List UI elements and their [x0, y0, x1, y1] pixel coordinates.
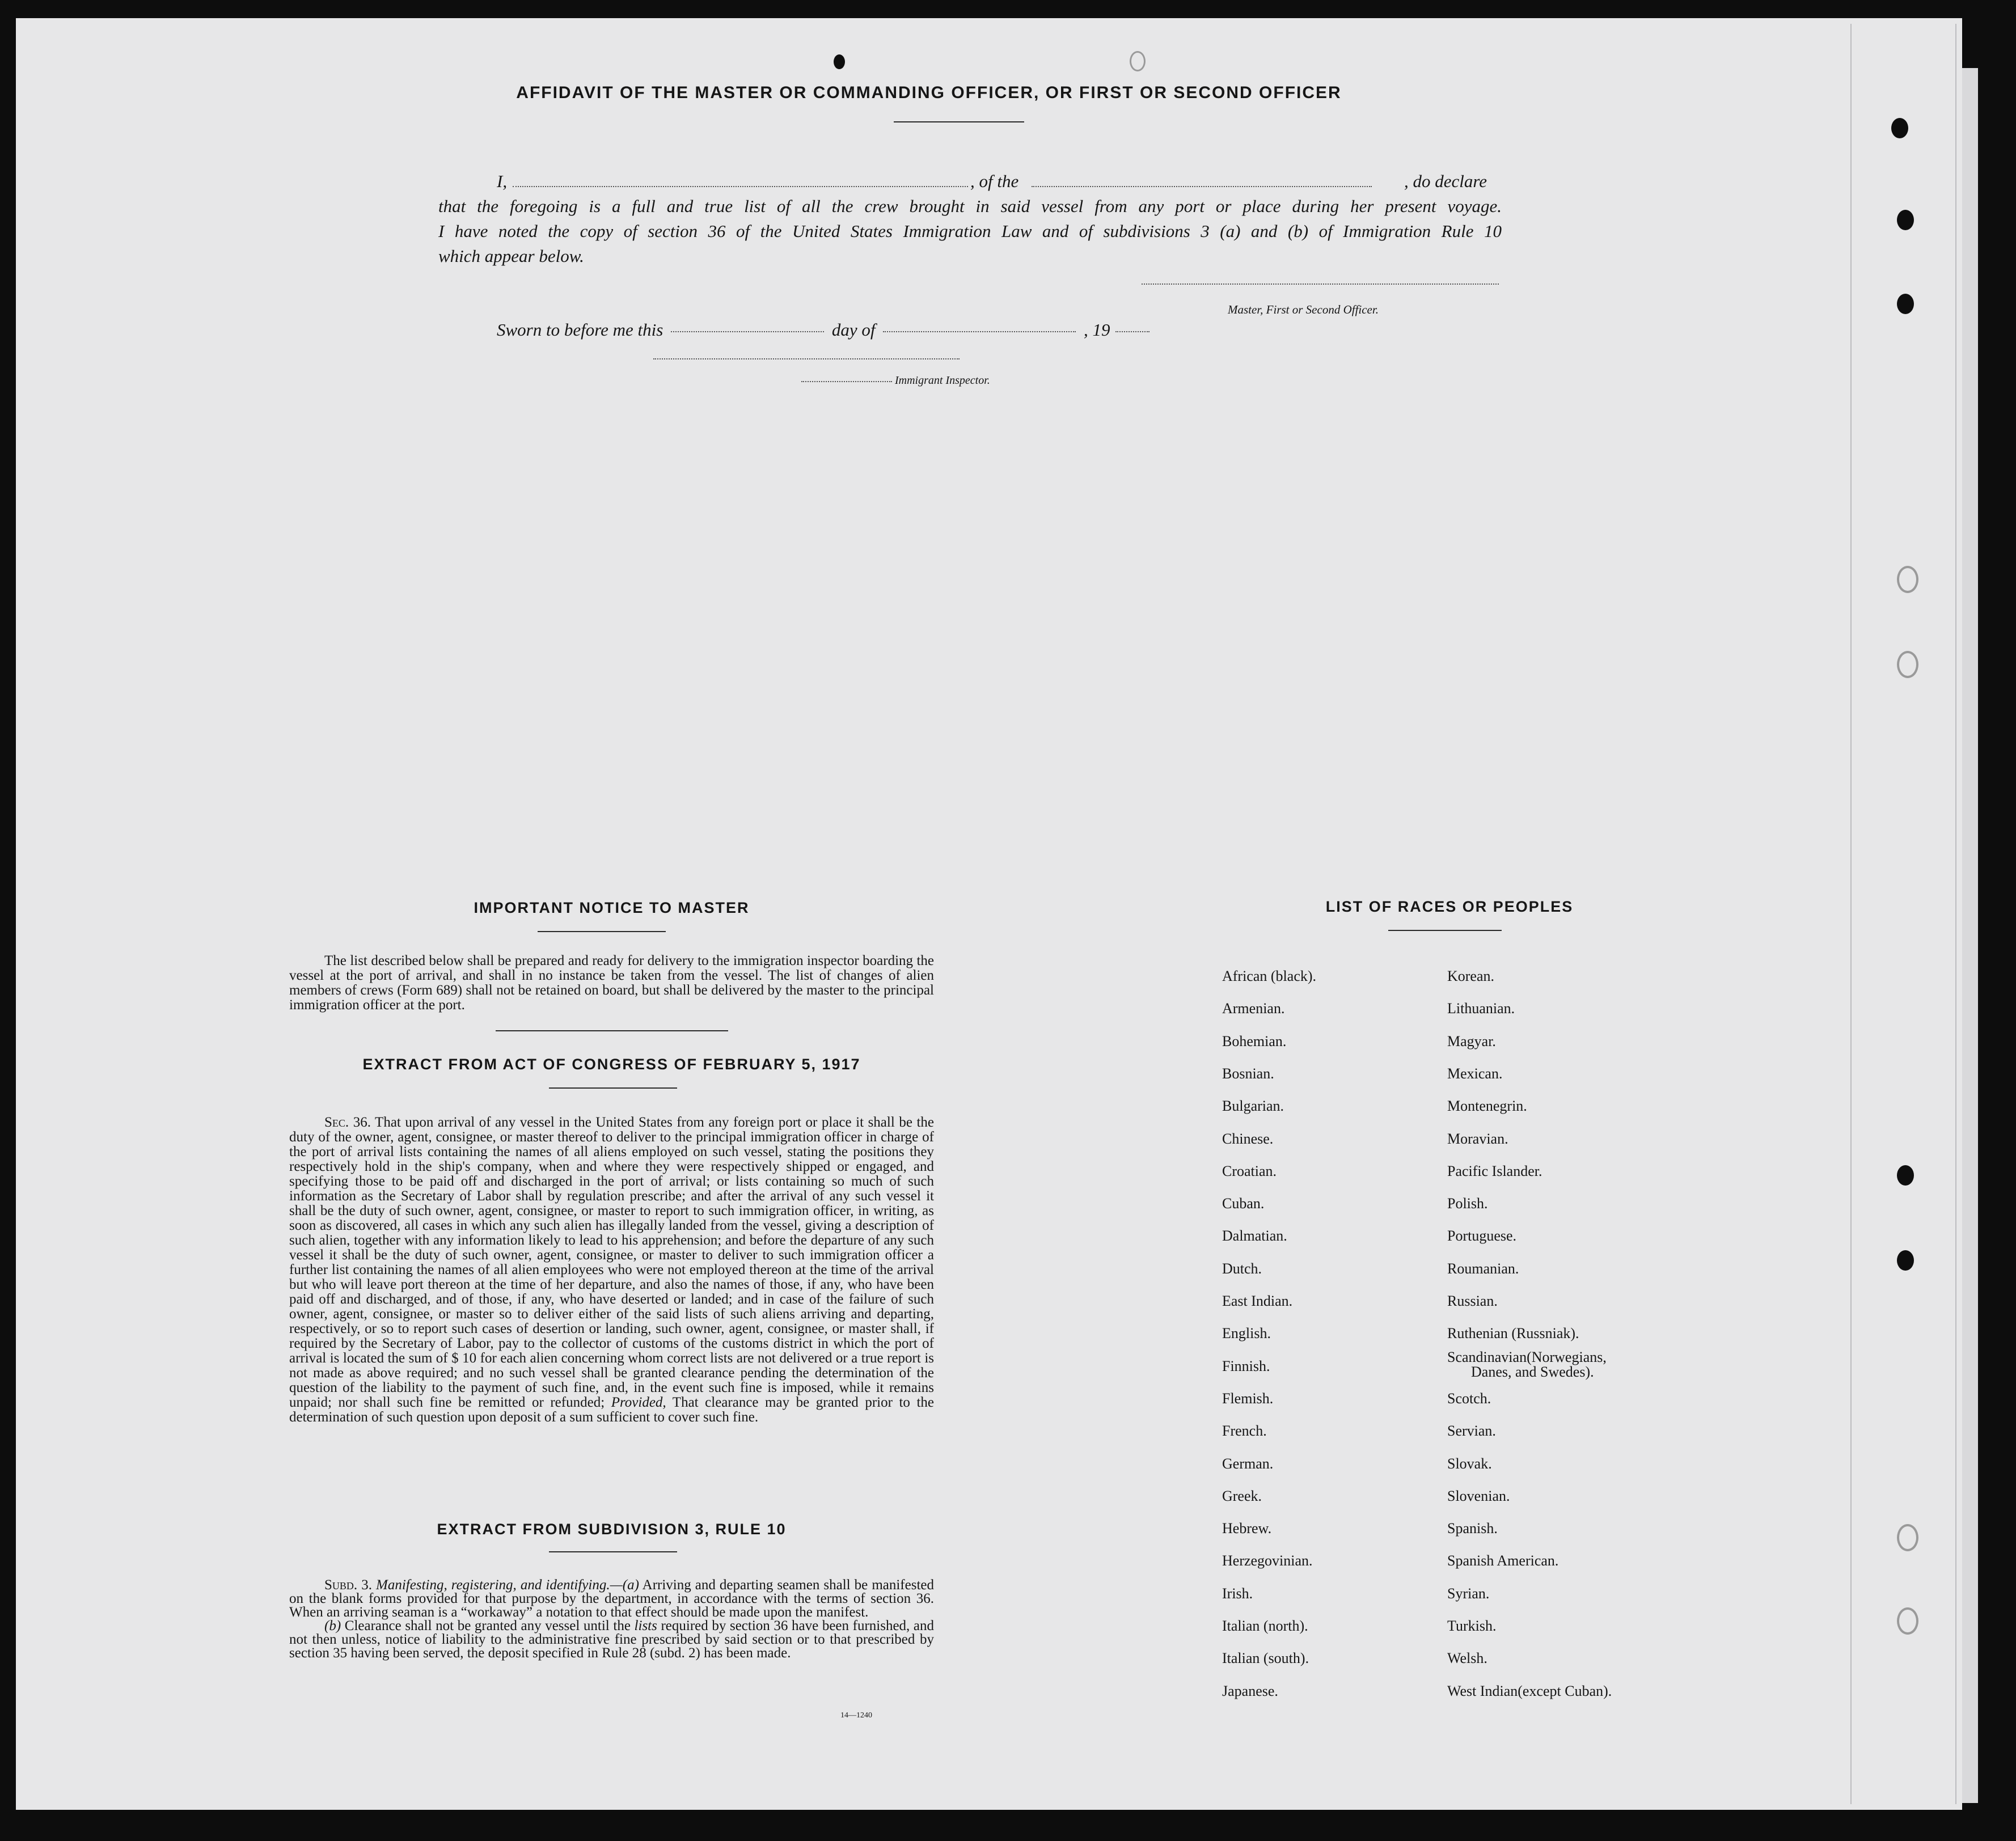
race-item	[1447, 1520, 1498, 1537]
race-item	[1447, 1098, 1527, 1115]
binding-hole	[1897, 1165, 1914, 1186]
margin-line	[1850, 24, 1852, 1804]
sec-label: Sec. 36.	[324, 1115, 371, 1130]
notice-title: IMPORTANT NOTICE TO MASTER	[474, 899, 750, 916]
race-name: Russian.	[1447, 1293, 1498, 1309]
race-item: Irish.	[1222, 1585, 1253, 1602]
race-item: German.	[1222, 1455, 1274, 1472]
rule-a-paragraph	[289, 1578, 934, 1619]
race-item: Hebrew.	[1222, 1520, 1272, 1537]
race-item	[1447, 1650, 1487, 1667]
inspector-signature-label: Immigrant Inspector.	[895, 374, 990, 387]
b-text-1: Clearance shall not be granted any vessel until the	[344, 1618, 631, 1633]
race-item: Armenian.	[1222, 1000, 1285, 1017]
race-name: Syrian.	[1447, 1585, 1490, 1602]
rule-extract-title: EXTRACT FROM SUBDIVISION 3, RULE 10	[437, 1521, 787, 1538]
year-label: , 19	[1083, 320, 1110, 340]
affidavit-title-rule	[894, 121, 1024, 122]
race-item: Cuban.	[1222, 1195, 1265, 1212]
race-item	[1447, 1683, 1612, 1700]
notice-title-rule	[538, 931, 666, 932]
race-item: East Indian.	[1222, 1293, 1293, 1309]
race-item: English.	[1222, 1325, 1271, 1342]
inspector-signature-leader	[801, 381, 892, 382]
race-item: Chinese.	[1222, 1130, 1274, 1147]
race-item	[1447, 1552, 1558, 1569]
inspector-signature-field[interactable]	[653, 358, 960, 359]
race-item	[1447, 1585, 1489, 1602]
binding-hole	[1891, 118, 1908, 138]
race-name: Welsh.	[1447, 1650, 1487, 1667]
form-number: 14—1240	[840, 1711, 872, 1720]
race-name: West Indian(except Cuban).	[1447, 1682, 1612, 1699]
race-item	[1447, 1033, 1496, 1050]
race-item	[1447, 1488, 1510, 1505]
notice-text	[289, 954, 934, 1013]
race-item	[1447, 1423, 1496, 1440]
sworn-day-field[interactable]	[671, 331, 824, 332]
a-text: Arriving and departing seamen shall be manifested on the blank forms provided for that purpose by the department, in accordance with the terms of section 36. When an arriving seaman is a “workaway” a notation to that effect should be made upon the manifest.	[289, 1577, 934, 1620]
race-item: Flemish.	[1222, 1390, 1274, 1407]
race-name: Slovak.	[1447, 1455, 1492, 1472]
race-name: Magyar.	[1447, 1032, 1496, 1049]
act-extract-title-rule	[549, 1087, 677, 1089]
race-item: Greek.	[1222, 1487, 1262, 1504]
race-name: Korean.	[1447, 968, 1495, 984]
race-name: Polish.	[1447, 1195, 1488, 1212]
notice-paragraph: The list described below shall be prepared and ready for delivery to the immigration inspector boarding the vessel at the port of arrival, and shall in no instance be taken from the vessel. The list of changes of alien members of crews (Form 689) shall not be retained on board, but shall be delivered by the master to the principal immigration officer at the port.	[289, 953, 934, 1013]
rule-extract-title-rule	[549, 1551, 677, 1552]
race-item: African (black).	[1222, 968, 1317, 984]
affidavit-line1	[497, 169, 1502, 194]
race-item	[1447, 1131, 1508, 1148]
vessel-label: , of the	[970, 171, 1019, 191]
rule-extract-text	[289, 1578, 934, 1660]
affidavit-line3: I have noted the copy of section 36 of the United States Immigration Law and of subdivisions 3 (a) and (b) of Immigration Rule 10	[438, 221, 1502, 241]
race-item	[1447, 1293, 1498, 1310]
race-name: Scandinavian(Norwegians,	[1447, 1348, 1607, 1365]
race-item	[1447, 1000, 1515, 1017]
act-text-after: That clearance may be granted prior to the determination of such question upon deposit of a sum sufficient to cover such fine.	[289, 1395, 935, 1425]
race-item	[1447, 1325, 1579, 1342]
affidavit-line2: that the foregoing is a full and true list of all the crew brought in said vessel from any port or place during her present voyage.	[438, 196, 1502, 216]
vessel-name-field[interactable]	[1032, 186, 1372, 187]
races-title: LIST OF RACES OR PEOPLES	[1325, 898, 1574, 915]
race-item: Bosnian.	[1222, 1065, 1274, 1082]
race-item	[1447, 1260, 1519, 1277]
race-name: Pacific Islander.	[1447, 1162, 1542, 1179]
master-signature-field[interactable]	[1142, 283, 1499, 285]
notice-divider	[496, 1030, 728, 1031]
page-edge	[1962, 68, 1978, 1803]
race-item	[1447, 1455, 1492, 1472]
race-item: Croatian.	[1222, 1162, 1277, 1179]
b-label: (b)	[324, 1618, 341, 1633]
act-extract-title: EXTRACT FROM ACT OF CONGRESS OF FEBRUARY 5, 1917	[362, 1056, 861, 1073]
affidavit-title: AFFIDAVIT OF THE MASTER OR COMMANDING OFFICER, OR FIRST OR SECOND OFFICER	[516, 83, 1342, 102]
a-label: —(a)	[610, 1577, 639, 1593]
race-item: Finnish.	[1222, 1357, 1270, 1374]
binding-hole	[1897, 210, 1914, 230]
race-item: Japanese.	[1222, 1682, 1278, 1699]
declarant-label: I,	[497, 171, 508, 191]
b-text-2: required by section 36 have been furnished, and not then unless, notice of liability to the administrative fine prescribed by said section or to that prescribed by section 35 having been served, the deposit specified in Rule 28 (subd. 2) has been made.	[289, 1618, 935, 1661]
race-item: Herzegovinian.	[1222, 1552, 1313, 1569]
race-item: Dutch.	[1222, 1260, 1262, 1277]
subd-heading: Manifesting, registering, and identifying.	[376, 1577, 610, 1593]
margin-line	[1955, 24, 1956, 1804]
master-signature-label: Master, First or Second Officer.	[1228, 303, 1379, 316]
affidavit-line4: which appear below.	[438, 246, 584, 266]
race-name-continuation: Danes, and Swedes).	[1471, 1363, 1594, 1380]
b-lists: lists	[634, 1618, 657, 1633]
race-name: Portuguese.	[1447, 1228, 1517, 1245]
race-name: Spanish American.	[1447, 1552, 1559, 1569]
rule-b-paragraph	[289, 1619, 934, 1660]
binding-hole	[834, 54, 845, 69]
provided-label: Provided,	[611, 1395, 666, 1410]
race-item	[1447, 1195, 1488, 1212]
binding-hole	[1897, 1250, 1914, 1271]
act-text-before: That upon arrival of any vessel in the United States from any foreign port or place it shall be the duty of the owner, agent, consignee, or master thereof to deliver to the principal immigration officer in charge of the port of arrival lists containing the names of all aliens employed on such vessel, stating the positions they respectively hold in the ship's company, when and where they were respectively shipped or engaged, and specifying those to be paid off and discharged in the port of arrival; or lists containing so much of such information as the Secretary of Labor shall by regulation prescribe; and after the arrival of any such vessel it shall be the duty of such owner, agent, consignee, or master to report to such immigration officer, in writing, as soon as discovered, all cases in which any such alien has illegally landed from the vessel, giving a description of such alien, together with any information likely to lead to his apprehension; and before the departure of any such vessel it shall be the duty of such owner, agent, consignee, or master to deliver to such immigration officer a further list containing the names of all alien employees who were not employed thereon at the time of the arrival but who will leave port thereon at the time of her departure, and also the names of those, if any, who have been paid off and discharged, and of those, if any, who have deserted or landed; and in case of the failure of such owner, agent, consignee, or master so to deliver either of the said lists of such aliens arriving and departing, respectively, or so to report such cases of desertion or landing, such owner, agent, consignee, or master shall, if required by the Secretary of Labor, pay to the collector of customs of the customs district in which the port of arrival is located the sum of $ 10 for each alien concerning whom correct lists are not delivered or a true report is not made as above required; and no such vessel shall be granted clearance pending the determination of the question of the liability to the payment of such fine, and, in the event such fine is imposed, while it remains unpaid; nor shall such fine be remitted or refunded;	[289, 1115, 934, 1410]
declarant-name-field[interactable]	[513, 186, 968, 187]
race-item	[1447, 1065, 1502, 1082]
race-item	[1447, 1163, 1542, 1180]
race-item: Bohemian.	[1222, 1032, 1287, 1049]
document-page	[16, 18, 1962, 1810]
binding-ring	[1897, 1524, 1918, 1551]
race-name: Servian.	[1447, 1423, 1496, 1440]
race-name: Montenegrin.	[1447, 1098, 1527, 1115]
race-name: Mexican.	[1447, 1065, 1503, 1082]
race-name: Ruthenian (Russniak).	[1447, 1325, 1579, 1342]
binding-ring	[1130, 51, 1146, 71]
race-name: Roumanian.	[1447, 1260, 1519, 1277]
race-item: Italian (south).	[1222, 1650, 1309, 1667]
race-name: Scotch.	[1447, 1390, 1491, 1407]
sworn-label: Sworn to before me this	[497, 320, 663, 340]
binding-hole	[1897, 294, 1914, 314]
race-item	[1447, 1228, 1516, 1245]
race-item	[1447, 1350, 1607, 1379]
race-name: Moravian.	[1447, 1130, 1508, 1147]
race-name: Slovenian.	[1447, 1487, 1510, 1504]
sworn-year-field[interactable]	[1115, 331, 1149, 332]
subd-label: Subd. 3.	[324, 1577, 372, 1593]
races-title-rule	[1388, 930, 1502, 931]
act-extract-text	[289, 1115, 934, 1425]
binding-ring	[1897, 651, 1918, 678]
race-name: Turkish.	[1447, 1618, 1497, 1634]
sworn-month-field[interactable]	[883, 331, 1076, 332]
race-item: Bulgarian.	[1222, 1098, 1284, 1115]
race-item	[1447, 1390, 1491, 1407]
race-item: Dalmatian.	[1222, 1228, 1287, 1245]
race-item: French.	[1222, 1423, 1267, 1440]
race-item	[1447, 968, 1494, 985]
binding-ring	[1897, 1607, 1918, 1635]
sworn-line	[497, 320, 1149, 340]
race-item	[1447, 1618, 1496, 1635]
act-paragraph	[289, 1115, 934, 1425]
race-name: Spanish.	[1447, 1520, 1498, 1537]
day-of-label: day of	[831, 320, 876, 340]
race-item: Italian (north).	[1222, 1618, 1308, 1634]
declare-label: , do declare	[1404, 171, 1487, 191]
binding-ring	[1897, 566, 1918, 593]
race-name: Lithuanian.	[1447, 1000, 1515, 1017]
